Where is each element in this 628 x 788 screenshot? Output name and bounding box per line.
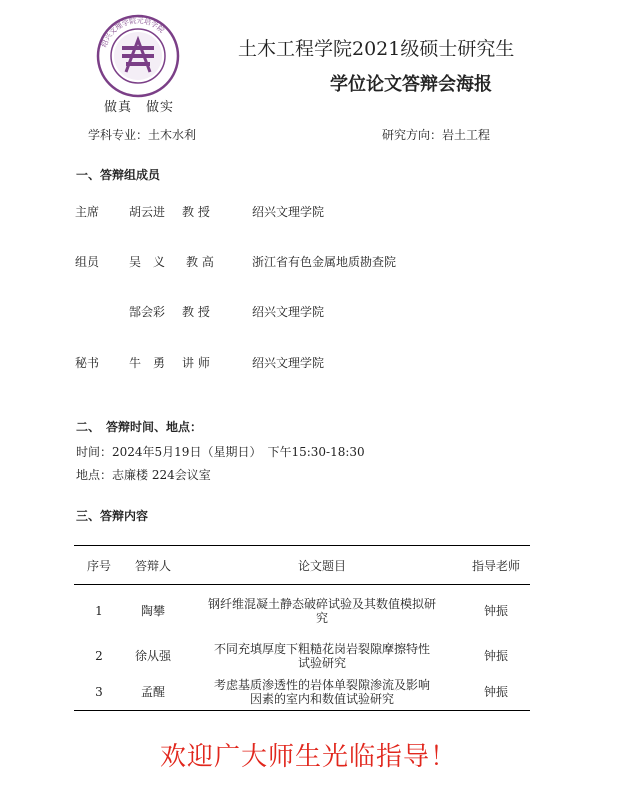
defense-time: 时间：2024年5月19日（星期日） 下午15:30-18:30 (76, 445, 365, 459)
logo-ring-text: 绍兴文理学院元培学院 (100, 16, 166, 49)
member-name: 牛 勇 (129, 356, 166, 370)
row-thesis-title: 钢纤维混凝土静态破碎试验及其数值模拟研 究 (207, 596, 436, 625)
row-student: 徐从强 (134, 648, 171, 663)
row-thesis-title: 不同充填厚度下粗糙花岗岩裂隙摩擦特性 试验研究 (213, 641, 430, 670)
row-advisor: 钟振 (483, 648, 508, 663)
defense-place: 地点：志廉楼 224会议室 (76, 468, 211, 482)
schedule-heading: 二、 答辩时间、地点： (76, 420, 203, 434)
content-heading: 三、答辩内容 (76, 509, 149, 523)
row-no: 2 (95, 648, 103, 663)
row-thesis-title: 考虑基质渗透性的岩体单裂隙渗流及影响 因素的室内和数值试验研究 (213, 678, 430, 707)
university-motto: 做真 做实 (104, 100, 175, 115)
column-header-student: 答辩人 (134, 558, 171, 573)
table-header-row (74, 546, 530, 585)
poster-title-line1: 土木工程学院2021级硕士研究生 (238, 38, 515, 60)
committee-heading: 一、答辩组成员 (76, 168, 161, 182)
row-advisor: 钟振 (483, 685, 508, 700)
member-title: 教 授 (182, 205, 210, 219)
column-header-thesis: 论文题目 (297, 558, 346, 573)
member-org: 绍兴文理学院 (252, 205, 325, 219)
poster-title-line2: 学位论文答辩会海报 (330, 74, 492, 95)
defense-schedule-table (74, 545, 530, 711)
research-direction-info: 研究方向：岩土工程 (382, 128, 491, 142)
member-title: 教 授 (182, 305, 210, 319)
table-row (74, 637, 530, 675)
row-no: 1 (95, 603, 103, 618)
member-org: 浙江省有色金属地质勘查院 (252, 255, 397, 269)
column-header-no: 序号 (86, 558, 111, 573)
member-org: 绍兴文理学院 (252, 305, 325, 319)
member-org: 绍兴文理学院 (252, 356, 325, 370)
row-student: 孟醒 (140, 685, 165, 700)
welcome-message: 欢迎广大师生光临指导！ (160, 742, 458, 772)
member-name: 郜会彩 (129, 305, 166, 319)
discipline-info: 学科专业：土木水利 (88, 128, 197, 142)
member-name: 吴 义 (129, 255, 166, 269)
member-title: 讲 师 (182, 356, 210, 370)
member-role: 组员 (75, 255, 100, 269)
row-advisor: 钟振 (483, 603, 508, 618)
university-logo (96, 14, 180, 98)
row-student: 陶攀 (140, 603, 165, 618)
member-name: 胡云进 (129, 205, 166, 219)
table-row (74, 675, 530, 711)
table-row (74, 585, 530, 637)
member-role: 主席 (75, 205, 100, 219)
member-role: 秘书 (75, 356, 100, 370)
row-no: 3 (95, 685, 103, 700)
column-header-advisor: 指导老师 (471, 558, 520, 573)
member-title: 教 高 (186, 255, 214, 269)
